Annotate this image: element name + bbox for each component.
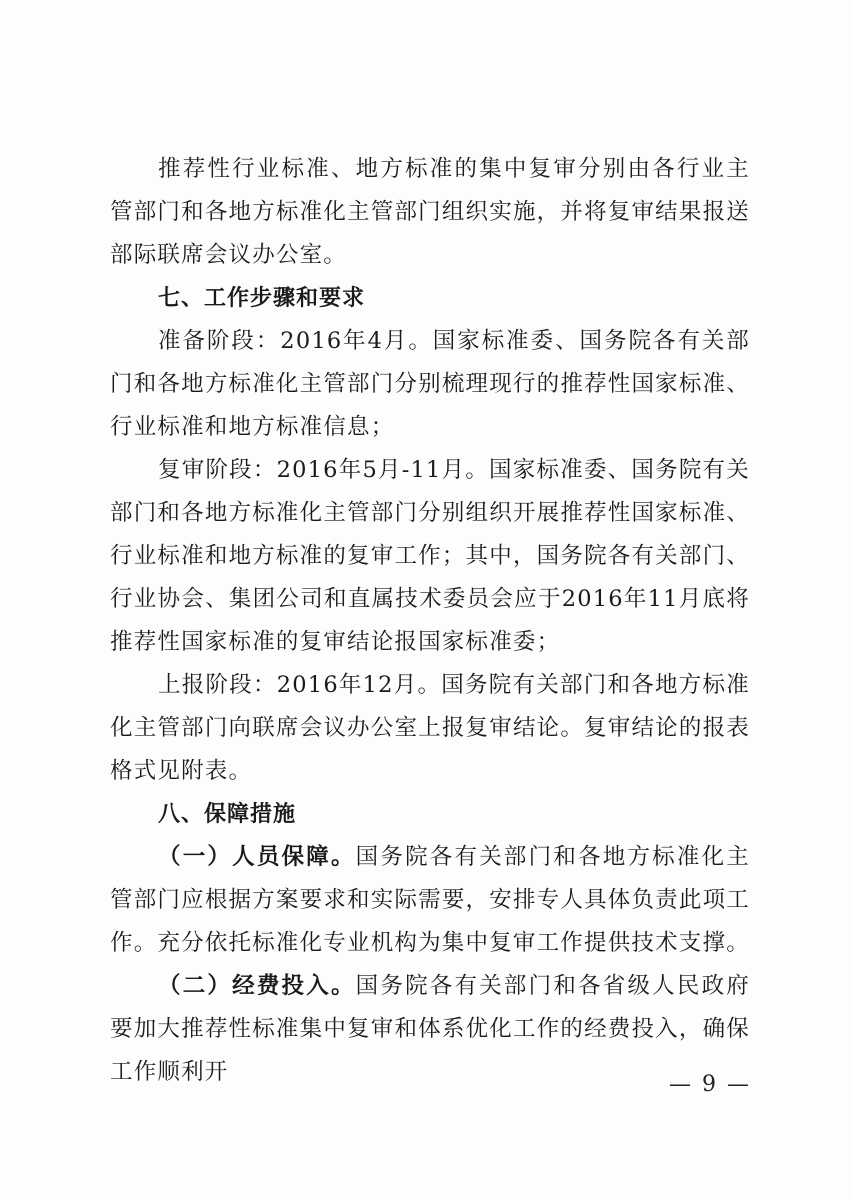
paragraph-funding-investment [110, 965, 750, 1094]
page-number: — 9 — [669, 1072, 751, 1097]
text-personnel-guarantee: 国务院各有关部门和各地方标准化主管部门应根据方案要求和实际需要，安排专人具体负责此项工作。充分依托标准化专业机构为集中复审工作提供技术支撑。 [110, 844, 750, 956]
lead-funding-investment: （二）经费投入。 [158, 973, 356, 999]
paragraph-reporting-stage: 上报阶段：2016年12月。国务院有关部门和各地方标准化主管部门向联席会议办公室上报复审结论。复审结论的报表格式见附表。 [110, 672, 750, 784]
text-funding-investment: 国务院各有关部门和各省级人民政府要加大推荐性标准集中复审和体系优化工作的经费投入，确保工作顺利开 [110, 973, 750, 1085]
section-heading-work-steps: 七、工作步骤和要求 [158, 286, 366, 311]
paragraph-review-organization: 推荐性行业标准、地方标准的集中复审分别由各行业主管部门和各地方标准化主管部门组织实施，并将复审结果报送部际联席会议办公室。 [110, 156, 750, 268]
section-heading-safeguards: 八、保障措施 [158, 802, 297, 827]
paragraph-review-stage: 复审阶段：2016年5月-11月。国家标准委、国务院有关部门和各地方标准化主管部门分别组织开展推荐性国家标准、行业标准和地方标准的复审工作；其中，国务院各有关部门、行业协会、集团公司和直属技术委员会应于2016年11月底将推荐性国家标准的复审结论报国家标准委； [110, 457, 750, 655]
lead-personnel-guarantee: （一）人员保障。 [158, 844, 356, 870]
paragraph-preparation-stage: 准备阶段：2016年4月。国家标准委、国务院各有关部门和各地方标准化主管部门分别梳理现行的推荐性国家标准、行业标准和地方标准信息； [110, 328, 750, 440]
document-body [110, 148, 750, 1094]
paragraph-personnel-guarantee [110, 836, 750, 965]
